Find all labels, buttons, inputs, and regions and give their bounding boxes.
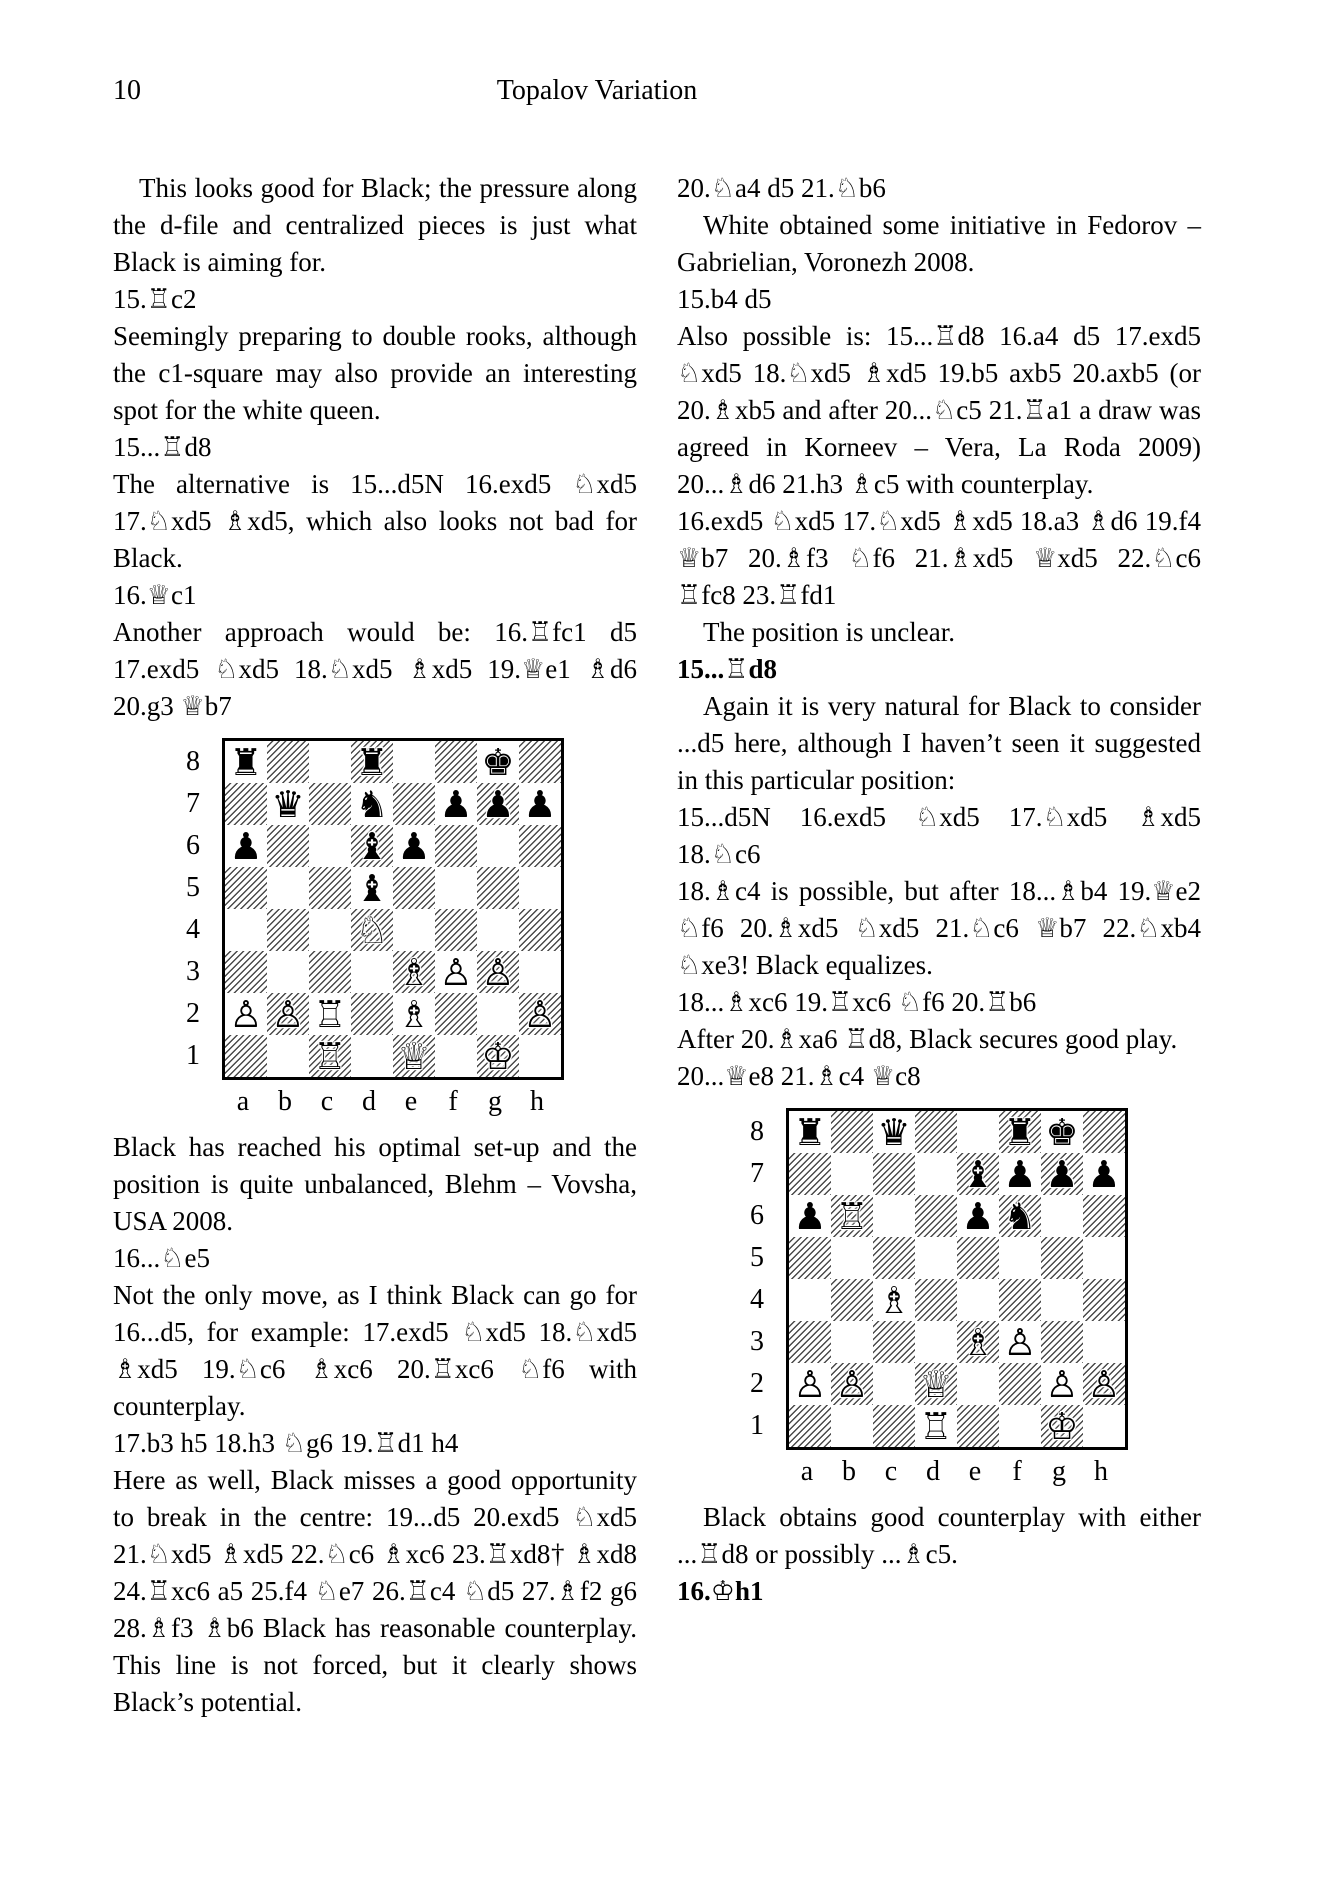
- square-h8: [519, 741, 561, 783]
- square-g8: [1041, 1111, 1083, 1153]
- square-h5: [519, 867, 561, 909]
- file-label-c: c: [320, 1086, 334, 1117]
- square-b4: [267, 909, 309, 951]
- square-c2: [309, 993, 351, 1035]
- square-d1: [915, 1405, 957, 1447]
- commentary-paragraph: Here as well, Black misses a good opportunity to break in the centre: 19...d5 20.exd5 ♘xd5 21.♘xd5 ♗xd5 22.♘c6 ♗xc6 23.♖xd8† ♗xd8 24.♖xc6 a5 25.f4 ♘e7 26.♖c4 ♘d5 27.♗f2 g6 28.♗f3 ♗b6 Black has reasonable counterplay. This line is not forced, but it clearly shows Black’s potential.: [113, 1465, 637, 1717]
- square-f1: [435, 1035, 477, 1077]
- file-label-f: f: [448, 1086, 458, 1117]
- move-line: 16.♕c1: [113, 580, 197, 610]
- square-f3: [999, 1321, 1041, 1363]
- rank-label-6: 6: [750, 1200, 764, 1231]
- piece-bK: ♚: [481, 741, 515, 783]
- square-d3: [915, 1321, 957, 1363]
- piece-wP: ♙: [1087, 1363, 1121, 1405]
- square-a6: [789, 1195, 831, 1237]
- square-c8: [309, 741, 351, 783]
- square-b7: [267, 783, 309, 825]
- rank-label-2: 2: [750, 1368, 764, 1399]
- move-line: 16.exd5 ♘xd5 17.♘xd5 ♗xd5 18.a3 ♗d6 19.f4 ♕b7 20.♗f3 ♘f6 21.♗xd5 ♕xd5 22.♘c6 ♖fc8 23.♖fd1: [677, 506, 1201, 610]
- square-g8: [477, 741, 519, 783]
- square-d2: [915, 1363, 957, 1405]
- square-c3: [873, 1321, 915, 1363]
- square-g2: [1041, 1363, 1083, 1405]
- square-e1: [393, 1035, 435, 1077]
- square-c2: [873, 1363, 915, 1405]
- commentary-paragraph: Black has reached his optimal set-up and the position is quite unbalanced, Blehm – Vovsha, USA 2008.: [113, 1132, 637, 1236]
- rank-label-6: 6: [186, 830, 200, 861]
- square-f3: [435, 951, 477, 993]
- square-d2: [351, 993, 393, 1035]
- square-e6: [957, 1195, 999, 1237]
- square-a7: [225, 783, 267, 825]
- square-e4: [393, 909, 435, 951]
- piece-bN: ♞: [1003, 1195, 1037, 1237]
- square-f7: [435, 783, 477, 825]
- square-h2: [1083, 1363, 1125, 1405]
- square-h1: [519, 1035, 561, 1077]
- square-g3: [477, 951, 519, 993]
- square-b2: [267, 993, 309, 1035]
- running-head-title: Topalov Variation: [496, 75, 698, 106]
- square-h1: [1083, 1405, 1125, 1447]
- square-e3: [957, 1321, 999, 1363]
- square-h4: [1083, 1279, 1125, 1321]
- square-a5: [225, 867, 267, 909]
- square-e7: [393, 783, 435, 825]
- square-f8: [435, 741, 477, 783]
- piece-bR: ♜: [229, 741, 263, 783]
- square-a4: [789, 1279, 831, 1321]
- piece-bP: ♟: [961, 1195, 995, 1237]
- square-d6: [915, 1195, 957, 1237]
- square-g5: [477, 867, 519, 909]
- square-h7: [519, 783, 561, 825]
- rank-labels: [750, 1108, 786, 1450]
- square-g2: [477, 993, 519, 1035]
- piece-bP: ♟: [439, 783, 473, 825]
- square-b1: [831, 1405, 873, 1447]
- square-e7: [957, 1153, 999, 1195]
- move-line: 15.♖c2: [113, 284, 197, 314]
- square-d3: [351, 951, 393, 993]
- piece-bB: ♝: [355, 867, 389, 909]
- square-d4: [915, 1279, 957, 1321]
- square-b8: [267, 741, 309, 783]
- file-label-c: c: [884, 1456, 898, 1487]
- square-g5: [1041, 1237, 1083, 1279]
- piece-bP: ♟: [229, 825, 263, 867]
- move-line: 17.b3 h5 18.h3 ♘g6 19.♖d1 h4: [113, 1428, 459, 1458]
- piece-wR: ♖: [919, 1405, 953, 1447]
- square-f6: [435, 825, 477, 867]
- chess-board: [222, 738, 564, 1080]
- square-h8: [1083, 1111, 1125, 1153]
- piece-bP: ♟: [523, 783, 557, 825]
- square-e5: [393, 867, 435, 909]
- square-e2: [957, 1363, 999, 1405]
- square-d4: [351, 909, 393, 951]
- piece-wQ: ♕: [397, 1035, 431, 1077]
- move-line: 20...♕e8 21.♗c4 ♕c8: [677, 1061, 921, 1091]
- square-f1: [999, 1405, 1041, 1447]
- piece-wK: ♔: [1045, 1405, 1079, 1447]
- main-move-heading: 15...♖d8: [677, 654, 777, 684]
- piece-bR: ♜: [1003, 1111, 1037, 1153]
- chess-diagram-2: [677, 1108, 1201, 1491]
- square-b6: [831, 1195, 873, 1237]
- square-d5: [351, 867, 393, 909]
- file-label-f: f: [1012, 1456, 1022, 1487]
- piece-bN: ♞: [355, 783, 389, 825]
- piece-bR: ♜: [793, 1111, 827, 1153]
- square-b3: [831, 1321, 873, 1363]
- square-h7: [1083, 1153, 1125, 1195]
- piece-wP: ♙: [271, 993, 305, 1035]
- rank-label-7: 7: [750, 1158, 764, 1189]
- square-b4: [831, 1279, 873, 1321]
- square-h4: [519, 909, 561, 951]
- piece-bR: ♜: [355, 741, 389, 783]
- square-c4: [873, 1279, 915, 1321]
- square-d8: [351, 741, 393, 783]
- square-a1: [225, 1035, 267, 1077]
- square-a8: [789, 1111, 831, 1153]
- square-h3: [519, 951, 561, 993]
- rank-label-1: 1: [186, 1040, 200, 1071]
- file-label-g: g: [1052, 1456, 1066, 1487]
- square-f4: [435, 909, 477, 951]
- commentary-paragraph: Not the only move, as I think Black can go for 16...d5, for example: 17.exd5 ♘xd5 18.♘xd5 ♗xd5 19.♘c6 ♗xc6 20.♖xc6 ♘f6 with counterplay.: [113, 1280, 637, 1421]
- square-b7: [831, 1153, 873, 1195]
- square-g4: [477, 909, 519, 951]
- square-f8: [999, 1111, 1041, 1153]
- piece-bQ: ♛: [271, 783, 305, 825]
- square-e2: [393, 993, 435, 1035]
- piece-bP: ♟: [397, 825, 431, 867]
- chess-diagram-1: [113, 738, 637, 1121]
- piece-bB: ♝: [355, 825, 389, 867]
- rank-label-8: 8: [186, 746, 200, 777]
- square-c1: [873, 1405, 915, 1447]
- file-labels: [786, 1453, 1128, 1491]
- piece-wB: ♗: [961, 1321, 995, 1363]
- square-a1: [789, 1405, 831, 1447]
- square-b6: [267, 825, 309, 867]
- square-f6: [999, 1195, 1041, 1237]
- square-g1: [1041, 1405, 1083, 1447]
- file-label-e: e: [404, 1086, 418, 1117]
- piece-bP: ♟: [1003, 1153, 1037, 1195]
- file-label-e: e: [968, 1456, 982, 1487]
- square-c5: [873, 1237, 915, 1279]
- rank-label-5: 5: [750, 1242, 764, 1273]
- square-e6: [393, 825, 435, 867]
- square-e8: [393, 741, 435, 783]
- piece-wR: ♖: [313, 1035, 347, 1077]
- square-f2: [999, 1363, 1041, 1405]
- square-a3: [225, 951, 267, 993]
- square-f2: [435, 993, 477, 1035]
- square-c6: [873, 1195, 915, 1237]
- move-line: 15...♖d8: [113, 432, 212, 462]
- square-c1: [309, 1035, 351, 1077]
- square-h2: [519, 993, 561, 1035]
- square-a2: [225, 993, 267, 1035]
- paragraph: Again it is very natural for Black to consider ...d5 here, although I haven’t seen it suggested in this particular position:: [677, 691, 1201, 795]
- square-f5: [999, 1237, 1041, 1279]
- piece-wQ: ♕: [919, 1363, 953, 1405]
- square-c7: [309, 783, 351, 825]
- piece-wR: ♖: [835, 1195, 869, 1237]
- file-label-d: d: [362, 1086, 376, 1117]
- square-d5: [915, 1237, 957, 1279]
- right-column: [677, 170, 1201, 1610]
- file-label-h: h: [530, 1086, 544, 1117]
- square-a8: [225, 741, 267, 783]
- square-e1: [957, 1405, 999, 1447]
- square-e3: [393, 951, 435, 993]
- piece-wB: ♗: [877, 1279, 911, 1321]
- file-label-b: b: [278, 1086, 292, 1117]
- paragraph: White obtained some initiative in Fedorov – Gabrielian, Voronezh 2008.: [677, 210, 1201, 277]
- commentary-paragraph: Seemingly preparing to double rooks, although the c1-square may also provide an interesting spot for the white queen.: [113, 321, 637, 425]
- piece-wB: ♗: [397, 993, 431, 1035]
- square-a5: [789, 1237, 831, 1279]
- rank-label-2: 2: [186, 998, 200, 1029]
- move-line: 20.♘a4 d5 21.♘b6: [677, 173, 886, 203]
- rank-label-4: 4: [186, 914, 200, 945]
- piece-wP: ♙: [523, 993, 557, 1035]
- square-h3: [1083, 1321, 1125, 1363]
- file-label-b: b: [842, 1456, 856, 1487]
- move-line: 16...♘e5: [113, 1243, 210, 1273]
- square-h5: [1083, 1237, 1125, 1279]
- square-d1: [351, 1035, 393, 1077]
- square-g4: [1041, 1279, 1083, 1321]
- piece-wP: ♙: [1003, 1321, 1037, 1363]
- square-d7: [915, 1153, 957, 1195]
- rank-label-5: 5: [186, 872, 200, 903]
- piece-wN: ♘: [355, 909, 389, 951]
- piece-wP: ♙: [439, 951, 473, 993]
- square-b5: [267, 867, 309, 909]
- main-move-heading: 16.♔h1: [677, 1576, 764, 1606]
- paragraph: Black obtains good counterplay with either ...♖d8 or possibly ...♗c5.: [677, 1502, 1201, 1569]
- square-b3: [267, 951, 309, 993]
- square-f7: [999, 1153, 1041, 1195]
- piece-wP: ♙: [481, 951, 515, 993]
- file-label-g: g: [488, 1086, 502, 1117]
- square-g1: [477, 1035, 519, 1077]
- piece-bB: ♝: [961, 1153, 995, 1195]
- commentary-paragraph: The alternative is 15...d5N 16.exd5 ♘xd5 17.♘xd5 ♗xd5, which also looks not bad for Black.: [113, 469, 637, 573]
- chess-board: [786, 1108, 1128, 1450]
- square-a3: [789, 1321, 831, 1363]
- piece-bP: ♟: [1045, 1153, 1079, 1195]
- square-b5: [831, 1237, 873, 1279]
- square-a7: [789, 1153, 831, 1195]
- piece-bP: ♟: [1087, 1153, 1121, 1195]
- piece-wP: ♙: [229, 993, 263, 1035]
- file-label-a: a: [800, 1456, 814, 1487]
- paragraph: This looks good for Black; the pressure along the d-file and centralized pieces is just what Black is aiming for.: [113, 173, 637, 277]
- commentary-paragraph: After 20.♗xa6 ♖d8, Black secures good play.: [677, 1024, 1178, 1054]
- commentary-paragraph: Another approach would be: 16.♖fc1 d5 17.exd5 ♘xd5 18.♘xd5 ♗xd5 19.♕e1 ♗d6 20.g3 ♕b7: [113, 617, 637, 721]
- square-c5: [309, 867, 351, 909]
- square-g6: [477, 825, 519, 867]
- square-e4: [957, 1279, 999, 1321]
- square-c3: [309, 951, 351, 993]
- square-e5: [957, 1237, 999, 1279]
- square-h6: [1083, 1195, 1125, 1237]
- square-g3: [1041, 1321, 1083, 1363]
- piece-bQ: ♛: [877, 1111, 911, 1153]
- piece-wP: ♙: [793, 1363, 827, 1405]
- file-label-h: h: [1094, 1456, 1108, 1487]
- piece-bP: ♟: [481, 783, 515, 825]
- file-label-d: d: [926, 1456, 940, 1487]
- square-g6: [1041, 1195, 1083, 1237]
- piece-wK: ♔: [481, 1035, 515, 1077]
- commentary-paragraph: Also possible is: 15...♖d8 16.a4 d5 17.exd5 ♘xd5 18.♘xd5 ♗xd5 19.b5 axb5 20.axb5 (or 20.♗xb5 and after 20...♘c5 21.♖a1 a draw was agreed in Korneev – Vera, La Roda 2009) 20...♗d6 21.h3 ♗c5 with counterplay.: [677, 321, 1201, 499]
- rank-label-3: 3: [750, 1326, 764, 1357]
- rank-label-4: 4: [750, 1284, 764, 1315]
- paragraph: The position is unclear.: [703, 617, 955, 647]
- commentary-paragraph: 18.♗c4 is possible, but after 18...♗b4 19.♕e2 ♘f6 20.♗xd5 ♘xd5 21.♘c6 ♕b7 22.♘xb4 ♘xe3! Black equalizes.: [677, 876, 1201, 980]
- piece-bK: ♚: [1045, 1111, 1079, 1153]
- piece-wB: ♗: [397, 951, 431, 993]
- file-labels: [222, 1083, 564, 1121]
- square-c4: [309, 909, 351, 951]
- square-f5: [435, 867, 477, 909]
- rank-labels: [186, 738, 222, 1080]
- square-c7: [873, 1153, 915, 1195]
- square-b2: [831, 1363, 873, 1405]
- rank-label-1: 1: [750, 1410, 764, 1441]
- square-f4: [999, 1279, 1041, 1321]
- square-d8: [915, 1111, 957, 1153]
- square-d7: [351, 783, 393, 825]
- square-h6: [519, 825, 561, 867]
- square-c6: [309, 825, 351, 867]
- square-b8: [831, 1111, 873, 1153]
- rank-label-7: 7: [186, 788, 200, 819]
- square-c8: [873, 1111, 915, 1153]
- page-number: 10: [113, 75, 141, 106]
- square-d6: [351, 825, 393, 867]
- square-e8: [957, 1111, 999, 1153]
- square-a6: [225, 825, 267, 867]
- piece-wP: ♙: [1045, 1363, 1079, 1405]
- piece-bP: ♟: [793, 1195, 827, 1237]
- square-a2: [789, 1363, 831, 1405]
- move-line: 15...d5N 16.exd5 ♘xd5 17.♘xd5 ♗xd5 18.♘c6: [677, 802, 1201, 869]
- move-line: 18...♗xc6 19.♖xc6 ♘f6 20.♖b6: [677, 987, 1037, 1017]
- square-a4: [225, 909, 267, 951]
- piece-wR: ♖: [313, 993, 347, 1035]
- file-label-a: a: [236, 1086, 250, 1117]
- square-g7: [477, 783, 519, 825]
- rank-label-3: 3: [186, 956, 200, 987]
- move-line: 15.b4 d5: [677, 284, 772, 314]
- left-column: [113, 170, 637, 1721]
- rank-label-8: 8: [750, 1116, 764, 1147]
- piece-wP: ♙: [835, 1363, 869, 1405]
- square-g7: [1041, 1153, 1083, 1195]
- square-b1: [267, 1035, 309, 1077]
